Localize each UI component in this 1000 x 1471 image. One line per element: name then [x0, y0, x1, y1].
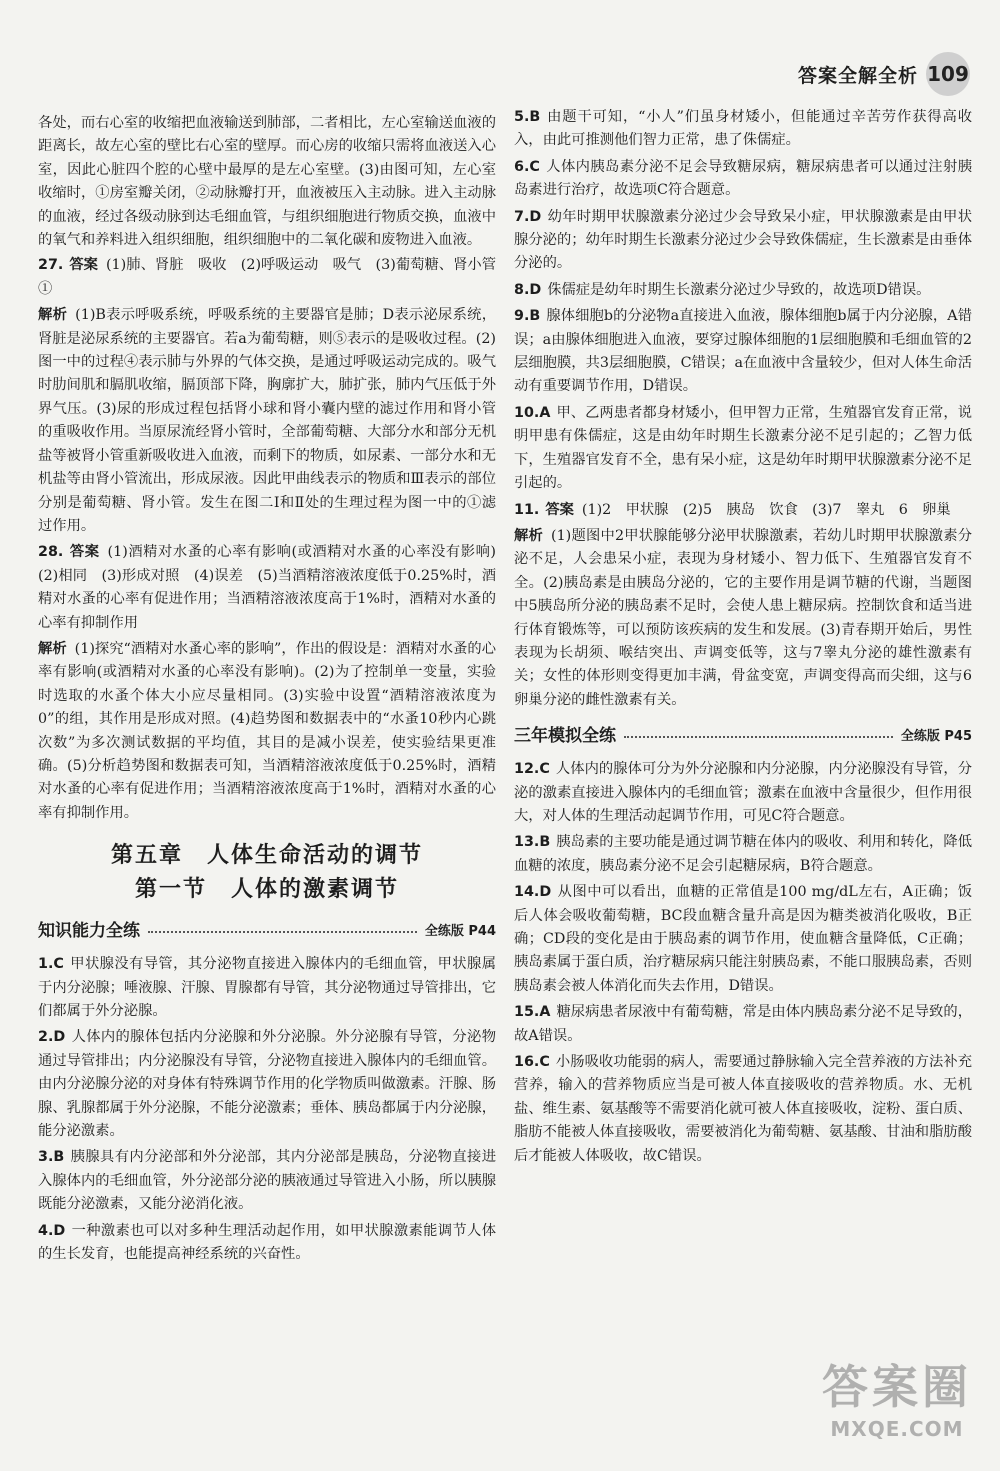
q1-number: 1.C [38, 956, 64, 973]
section-bar-title: 知识能力全练 [38, 921, 140, 942]
question-3 [38, 1146, 496, 1216]
question-2 [38, 1026, 496, 1143]
q9-text: 腺体细胞b的分泌物a直接进入血液，腺体细胞b属于内分泌腺，A错误；a由腺体细胞进入血液，要穿过腺体细胞的1层细胞膜和毛细血管的2层细胞膜，共3层细胞膜，C错误；a在血液中含量较少，但对人体生命活动有重要调节作用，D错误。 [514, 308, 972, 395]
q9-number: 9.B [514, 308, 541, 325]
intro-paragraph: 各处，而右心室的收缩把血液输送到肺部，二者相比，左心室输送血液的距离长，故左心室的壁比右心室的壁厚。而心房的收缩只需将血液送入心室，因此心脏四个腔的心壁中最厚的是左心室壁。(3)由图可知，左心室收缩时，①房室瓣关闭，②动脉瓣打开，血液被压入主动脉。进入主动脉的血液，经过各级动脉到达毛细血管，与组织细胞进行物质交换，血液中的氧气和养料进入组织细胞，组织细胞中的二氧化碳和废物进入血液。 [38, 115, 496, 249]
question-4 [38, 1220, 496, 1267]
watermark-logo: 答案圈 [822, 1360, 972, 1414]
q27-answer: (1)肺、肾脏 吸收 (2)呼吸运动 吸气 (3)葡萄糖、肾小管 ① [38, 257, 511, 297]
q28-answer: (1)酒精对水蚤的心率有影响(或酒精对水蚤的心率没有影响) (2)相同 (3)形成对照 (4)误差 (5)当酒精溶液浓度低于0.25%时，酒精对水蚤的心率有促进作用；当酒精溶液浓度高于1%时，酒精对水蚤的心率有抑制作用 [38, 544, 511, 631]
q10-number: 10.A [514, 404, 551, 421]
question-10 [514, 402, 972, 496]
section-bar-ref: 全练版 P45 [900, 729, 972, 745]
q12-text: 人体内的腺体可分为外分泌腺和内分泌腺，内分泌腺没有导管，分泌的激素直接进入腺体内的毛细血管；激素在血液中含量很少，但作用很大，对人体的生理活动起调节作用，可见C符合题意。 [514, 761, 972, 824]
dotted-divider [624, 736, 893, 738]
q28-answer-label: 答案 [69, 544, 100, 561]
page-header [798, 52, 970, 96]
q11-analysis-label: 解析 [514, 527, 543, 544]
q3-number: 3.B [38, 1149, 65, 1166]
question-13 [514, 831, 972, 878]
q28-number: 28. [38, 544, 64, 561]
section-bar-ref: 全练版 P44 [424, 924, 496, 940]
page-number: 109 [926, 52, 970, 96]
question-15 [514, 1001, 972, 1048]
question-14 [514, 881, 972, 998]
q28-analysis: (1)探究“酒精对水蚤心率的影响”，作出的假设是：酒精对水蚤的心率有影响(或酒精对水蚤的心率没有影响)。(2)为了控制单一变量，实验时选取的水蚤个体大小应尽量相同。(3)实验中设置“酒精溶液浓度为0”的组，其作用是形成对照。(4)趋势图和数据表中的“水蚤10秒内心跳次数”为多次测试数据的平均值，其目的是减小误差，使实验结果更准确。(5)分析趋势图和数据表可知，当酒精溶液浓度低于0.25%时，酒精对水蚤的心率有促进作用；当酒精溶液浓度高于1%时，酒精对水蚤的心率有抑制作用。 [38, 640, 497, 821]
q27-analysis: (1)B表示呼吸系统，呼吸系统的主要器官是肺；D表示泌尿系统，肾脏是泌尿系统的主要器官。若a为葡萄糖，则⑤表示的是吸收过程。(2)图一中的过程④表示肺与外界的气体交换，是通过呼吸运动完成的。吸气时肋间肌和膈肌收缩，膈顶部下降，胸廓扩大，肺扩张，肺内气压低于外界气压。(3)尿的形成过程包括肾小球和肾小囊内壁的滤过作用和肾小管的重吸收作用。当原尿流经肾小管时，全部葡萄糖、大部分水和部分无机盐等被肾小管重新吸收进入血液，而剩下的物质，如尿素、一部分水和无机盐等由肾小管流出，形成尿液。因此甲曲线表示的物质和Ⅲ表示的部位分别是葡萄糖、肾小管。发生在图二Ⅰ和Ⅱ处的生理过程为图一中的①滤过作用。 [38, 307, 497, 534]
question-16 [514, 1051, 972, 1168]
q5-text: 由题干可知，“小人”们虽身材矮小，但能通过辛苦劳作获得高收入，由此可推测他们智力正常，患了侏儒症。 [514, 109, 972, 149]
site-watermark [822, 1351, 972, 1441]
q28-analysis-label: 解析 [38, 640, 67, 657]
question-28 [38, 541, 511, 635]
question-11 [514, 499, 972, 522]
left-column [38, 112, 511, 1269]
q27-number: 27. [38, 257, 64, 274]
q8-number: 8.D [514, 281, 542, 298]
q13-number: 13.B [514, 834, 551, 851]
question-1 [38, 953, 496, 1023]
q11-answer-label: 答案 [545, 501, 574, 518]
question-6 [514, 156, 972, 203]
q2-number: 2.D [38, 1029, 66, 1046]
q11-analysis: (1)题图中2甲状腺能够分泌甲状腺激素，若幼儿时期甲状腺激素分泌不足，人会患呆小症，表现为身材矮小、智力低下、生殖器官发育不全。(2)胰岛素是由胰岛分泌的，它的主要作用是调节糖的代谢，当题图中5胰岛所分泌的胰岛素不足时，会使人患上糖尿病。控制饮食和适当进行体育锻炼等，可以预防该疾病的发生和发展。(3)青春期开始后，男性表现为长胡须、喉结突出、声调变低等，这与7睾丸分泌的雄性激素有关；女性的体形则变得更加丰满，骨盆变宽，声调变得高而尖细，这与6卵巢分泌的雌性激素有关。 [514, 527, 972, 708]
q13-text: 胰岛素的主要功能是通过调节糖在体内的吸收、利用和转化，降低血糖的浓度，胰岛素分泌不足会引起糖尿病，B符合题意。 [514, 834, 972, 874]
chapter-title: 第五章 人体生命活动的调节 [110, 843, 423, 869]
q15-text: 糖尿病患者尿液中有葡萄糖，常是由体内胰岛素分泌不足导致的，故A错误。 [514, 1004, 972, 1044]
q16-number: 16.C [514, 1054, 550, 1071]
section-bar-simulation [514, 722, 972, 752]
q5-number: 5.B [514, 109, 541, 125]
q15-number: 15.A [514, 1004, 551, 1021]
section-bar-knowledge [38, 917, 496, 947]
question-5 [514, 106, 972, 153]
q4-text: 一种激素也可以对多种生理活动起作用，如甲状腺激素能调节人体的生长发育，也能提高神经系统的兴奋性。 [38, 1222, 496, 1263]
question-8 [514, 279, 972, 302]
watermark-url: MXQE.COM [830, 1417, 964, 1441]
q7-number: 7.D [514, 208, 542, 225]
q11-answer: (1)2 甲状腺 (2)5 胰岛 饮食 (3)7 睾丸 6 卵巢 [581, 501, 951, 518]
q2-text: 人体内的腺体包括内分泌腺和外分泌腺。外分泌腺有导管，分泌物通过导管排出；内分泌腺没有导管，分泌物直接进入腺体内的毛细血管。由内分泌腺分泌的对身体有特殊调节作用的化学物质叫做激素。汗腺、肠腺、乳腺都属于外分泌腺，不能分泌激素；垂体、胰岛都属于内分泌腺，能分泌激素。 [38, 1029, 496, 1140]
q7-text: 幼年时期甲状腺激素分泌过少会导致呆小症，甲状腺激素是由甲状腺分泌的；幼年时期生长激素分泌过少会导致侏儒症，生长激素是由垂体分泌的。 [514, 208, 972, 272]
q27-answer-label: 答案 [69, 257, 98, 274]
q10-text: 甲、乙两患者都身材矮小，但甲智力正常，生殖器官发育正常，说明甲患有侏儒症，这是由幼年时期生长激素分泌不足引起的；乙智力低下，生殖器官发育不全，患有呆小症，这是幼年时期甲状腺激素分泌不足引起的。 [514, 404, 972, 492]
dotted-divider [148, 931, 417, 933]
section-bar-title: 三年模拟全练 [514, 726, 616, 747]
q4-number: 4.D [38, 1222, 66, 1239]
q12-number: 12.C [514, 761, 550, 778]
q16-text: 小肠吸收功能弱的病人，需要通过静脉输入完全营养液的方法补充营养，输入的营养物质应当是可被人体直接吸收的营养物质。水、无机盐、维生素、氨基酸等不需要消化就可被人体直接吸收，淀粉、蛋白质、脂肪不能被人体直接吸收，需要被消化为葡萄糖、氨基酸、甘油和脂肪酸后才能被人体吸收，故C错误。 [514, 1054, 972, 1164]
q27-analysis-label: 解析 [38, 307, 68, 324]
q14-text: 从图中可以看出，血糖的正常值是100 mg/dL左右，A正确；饭后人体会吸收葡萄糖，BC段血糖含量升高是因为糖类被消化吸收，B正确；CD段的变化是由于胰岛素的调节作用，使血糖含量降低，C正确；胰岛素属于蛋白质，治疗糖尿病只能注射胰岛素，不能口服胰岛素，否则胰岛素会被人体消化而失去作用，D错误。 [514, 884, 972, 994]
right-column [514, 106, 972, 1171]
q27-analysis-block [38, 304, 496, 538]
q11-analysis-block [514, 525, 972, 712]
section-title: 第一节 人体的激素调节 [134, 877, 399, 903]
question-7 [514, 206, 972, 276]
question-9 [514, 305, 972, 399]
question-12 [514, 758, 972, 828]
q6-number: 6.C [514, 158, 540, 175]
header-title: 答案全解全析 [797, 64, 918, 87]
q1-text: 甲状腺没有导管，其分泌物直接进入腺体内的毛细血管，甲状腺属于内分泌腺；唾液腺、汗腺、胃腺都有导管，其分泌物通过导管排出，它们都属于外分泌腺。 [38, 956, 496, 1019]
q6-text: 人体内胰岛素分泌不足会导致糖尿病，糖尿病患者可以通过注射胰岛素进行治疗，故选项C符合题意。 [514, 158, 972, 199]
q28-analysis-block [38, 638, 496, 825]
q14-number: 14.D [514, 884, 552, 901]
q8-text: 侏儒症是幼年时期生长激素分泌过少导致的，故选项D错误。 [547, 281, 931, 298]
q11-number: 11. [514, 501, 540, 518]
question-27 [38, 254, 511, 301]
q3-text: 胰腺具有内分泌部和外分泌部，其内分泌部是胰岛，分泌物直接进入腺体内的毛细血管，外分泌部分泌的胰液通过导管进入小肠，所以胰腺既能分泌激素，又能分泌消化液。 [38, 1149, 496, 1213]
